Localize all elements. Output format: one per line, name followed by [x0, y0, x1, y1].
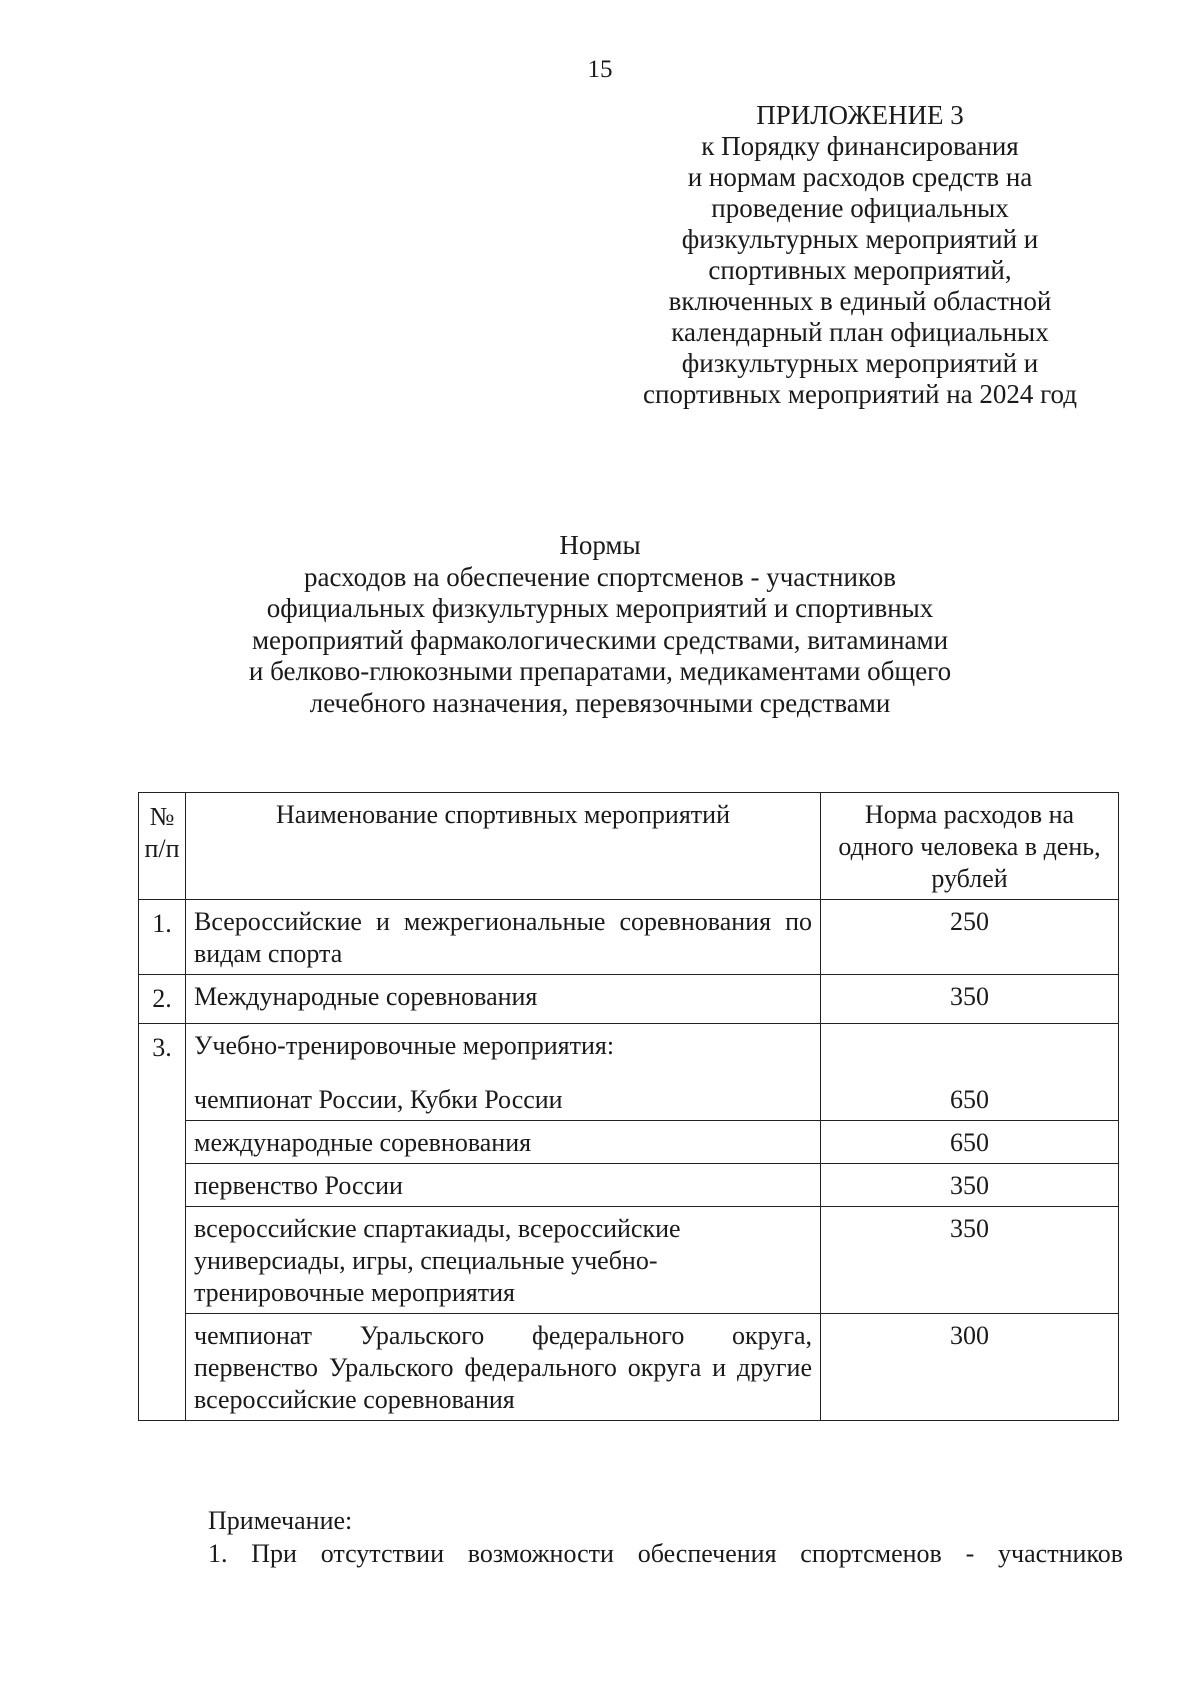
row-num	[139, 1314, 186, 1421]
appendix-line: включенных в единый областной	[668, 286, 1052, 316]
row-name: первенство России	[186, 1164, 821, 1207]
table-row	[139, 900, 1119, 975]
rate-value: 650	[950, 1085, 989, 1114]
page-number: 15	[587, 56, 613, 83]
norms-title-block	[0, 530, 1200, 719]
row-name-text: Всероссийские и межрегиональные соревнования по видам спорта	[194, 907, 812, 968]
row-rate: 650	[821, 1121, 1119, 1164]
row-num: 2.	[139, 975, 186, 1024]
note-label: Примечание:	[208, 1506, 353, 1535]
row-name: международные соревнования	[186, 1121, 821, 1164]
row-spacer	[194, 1062, 812, 1084]
header-name: Наименование спортивных мероприятий	[186, 793, 821, 900]
row-name	[186, 1024, 821, 1121]
norms-line: мероприятий фармакологическими средствами, витаминами	[251, 624, 949, 655]
row-rate	[821, 1024, 1119, 1121]
row-rate: 350	[821, 1207, 1119, 1314]
appendix-line: и нормам расходов средств на	[687, 162, 1033, 192]
row-num: 3.	[139, 1024, 186, 1121]
appendix-line: к Порядку финансирования	[701, 131, 1019, 161]
row-rate: 300	[821, 1314, 1119, 1421]
row-name	[186, 900, 821, 975]
row-name-text: Учебно-тренировочные мероприятия:	[194, 1031, 615, 1060]
note-text: 1. При отсутствии возможности обеспечения спортсменов - участников	[208, 1539, 1123, 1568]
header-rate: Норма расходов на одного человека в день, рублей	[821, 793, 1119, 900]
row-num: 1.	[139, 900, 186, 975]
row-rate: 250	[821, 900, 1119, 975]
appendix-line: спортивных мероприятий на 2024 год	[642, 379, 1078, 409]
row-num	[139, 1121, 186, 1164]
row-rate: 350	[821, 1164, 1119, 1207]
row-num	[139, 1207, 186, 1314]
table-row	[139, 975, 1119, 1024]
norms-line: расходов на обеспечение спортсменов - участников	[304, 561, 896, 592]
norms-line: лечебного назначения, перевязочными средствами	[309, 687, 891, 718]
header-num: № п/п	[139, 793, 186, 900]
row-sub-text: чемпионат России, Кубки России	[194, 1085, 563, 1114]
row-name: Международные соревнования	[186, 975, 821, 1024]
rate-spacer	[829, 1030, 1110, 1084]
table-row	[139, 1207, 1119, 1314]
table-header-row	[139, 793, 1119, 900]
row-rate: 350	[821, 975, 1119, 1024]
appendix-line: календарный план официальных	[671, 317, 1049, 347]
table-row	[139, 1024, 1119, 1121]
table-row	[139, 1121, 1119, 1164]
table-row	[139, 1164, 1119, 1207]
row-name-text: чемпионат Уральского федерального округа, первенство Уральского федерального округа и другие всероссийские соревнования	[194, 1321, 812, 1414]
row-num	[139, 1164, 186, 1207]
norms-line: и белково-глюкозными препаратами, медикаментами общего	[248, 656, 952, 686]
appendix-line: физкультурных мероприятий и	[681, 224, 1039, 254]
appendix-line: спортивных мероприятий,	[708, 255, 1012, 285]
row-name	[186, 1314, 821, 1421]
row-name: всероссийские спартакиады, всероссийские универсиады, игры, специальные учебно-тренировочные мероприятия	[186, 1207, 821, 1314]
appendix-line: физкультурных мероприятий и	[681, 348, 1039, 378]
norms-table	[138, 792, 1119, 1421]
appendix-title: ПРИЛОЖЕНИЕ 3	[756, 100, 964, 130]
norms-line: официальных физкультурных мероприятий и спортивных	[266, 593, 934, 623]
table-row	[139, 1314, 1119, 1421]
appendix-line: проведение официальных	[711, 193, 1009, 223]
norms-heading: Нормы	[559, 530, 641, 560]
appendix-block	[620, 100, 1100, 410]
